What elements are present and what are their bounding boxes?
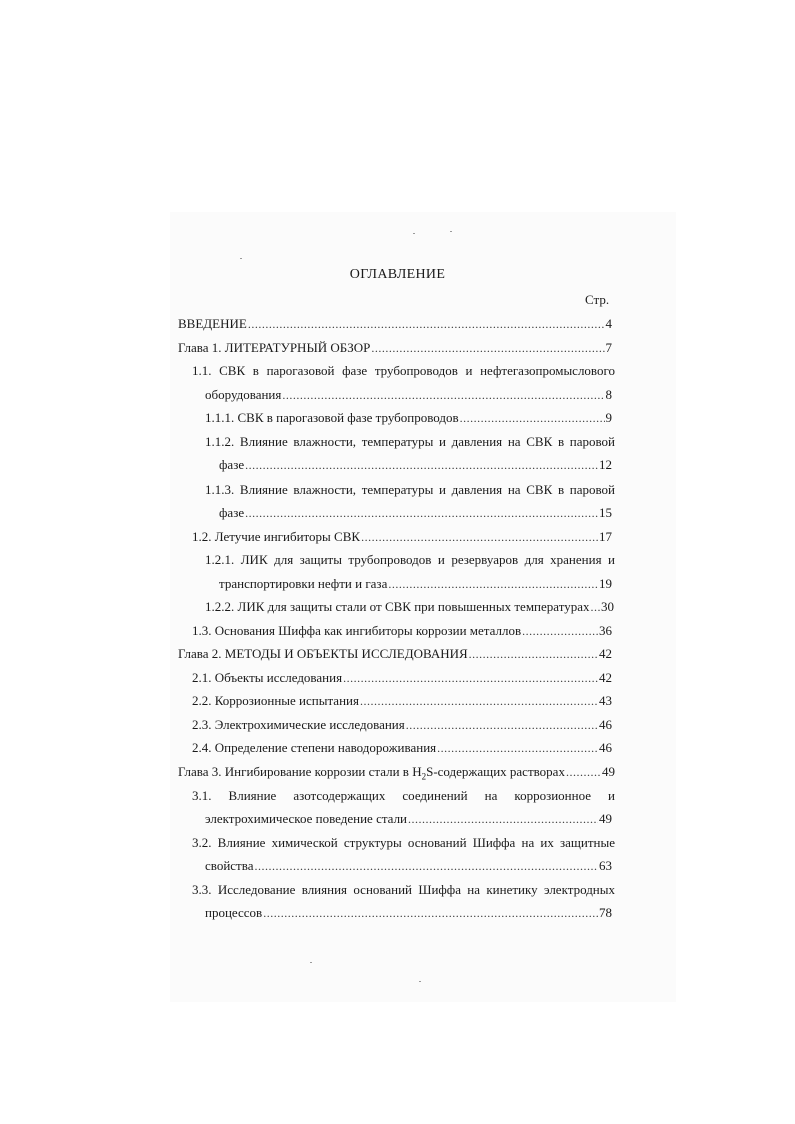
scan-speck bbox=[419, 981, 421, 982]
scan-speck bbox=[450, 231, 452, 232]
toc-entry-page: 15 bbox=[599, 505, 612, 520]
toc-entry-page: 63 bbox=[599, 858, 612, 873]
toc-entry[interactable] bbox=[205, 410, 612, 426]
toc-entry-title: ВВЕДЕНИЕ bbox=[178, 316, 247, 331]
toc-entry-title: фазе bbox=[219, 457, 245, 472]
subscript-2: 2 bbox=[421, 771, 427, 782]
toc-entry[interactable] bbox=[178, 340, 612, 356]
page-column-header: Стр. bbox=[585, 292, 610, 307]
toc-entry-title: Глава 2. МЕТОДЫ И ОБЪЕКТЫ ИССЛЕДОВАНИЯ bbox=[178, 646, 468, 661]
toc-entry-line1[interactable]: 3.1. Влияние азотсодержащих соединений на коррозионное и bbox=[192, 788, 615, 803]
leader-dots bbox=[566, 764, 601, 780]
leader-dots bbox=[360, 693, 598, 709]
toc-entry-page: 36 bbox=[599, 623, 612, 638]
toc-entry[interactable] bbox=[205, 905, 612, 921]
toc-entry-title: 1.2.2. ЛИК для защиты стали от СВК при повышенных температурах bbox=[205, 599, 590, 614]
leader-dots bbox=[388, 576, 598, 592]
toc-entry-page: 19 bbox=[599, 576, 612, 591]
scan-speck bbox=[413, 233, 415, 234]
toc-entry-title: свойства bbox=[205, 858, 254, 873]
toc-entry[interactable] bbox=[205, 599, 614, 615]
toc-entry[interactable] bbox=[192, 670, 612, 686]
toc-entry[interactable] bbox=[178, 764, 615, 785]
toc-entry-title: процессов bbox=[205, 905, 263, 920]
toc-entry-page: 42 bbox=[599, 646, 612, 661]
leader-dots bbox=[408, 811, 598, 827]
scan-speck bbox=[240, 258, 242, 259]
toc-entry-title: 1.2. Летучие ингибиторы СВК bbox=[192, 529, 361, 544]
toc-entry[interactable] bbox=[205, 811, 612, 827]
toc-entry-title: фазе bbox=[219, 505, 245, 520]
toc-entry[interactable] bbox=[192, 623, 612, 639]
toc-entry-title: 2.2. Коррозионные испытания bbox=[192, 693, 359, 708]
toc-title: ОГЛАВЛЕНИЕ bbox=[349, 267, 446, 282]
toc-entry[interactable] bbox=[192, 740, 612, 756]
toc-entry-line1[interactable]: 1.1.3. Влияние влажности, температуры и давления на СВК в паровой bbox=[205, 482, 615, 497]
leader-dots bbox=[460, 410, 605, 426]
toc-entry[interactable] bbox=[192, 529, 612, 545]
toc-entry[interactable] bbox=[205, 387, 612, 403]
toc-entry-title: Глава 3. Ингибирование коррозии стали в $H_2S$-содержащих растворах bbox=[178, 764, 565, 782]
leader-dots bbox=[437, 740, 598, 756]
toc-entry[interactable] bbox=[192, 693, 612, 709]
leader-dots bbox=[282, 387, 604, 403]
toc-entry-page: 42 bbox=[599, 670, 612, 685]
toc-entry-page: 17 bbox=[599, 529, 612, 544]
leader-dots bbox=[469, 646, 598, 662]
leader-dots bbox=[263, 905, 598, 921]
toc-entry[interactable] bbox=[219, 457, 612, 473]
toc-entry-page: 49 bbox=[602, 764, 615, 779]
leader-dots bbox=[248, 316, 605, 332]
toc-entry-title: транспортировки нефти и газа bbox=[219, 576, 388, 591]
toc-entry-page: 43 bbox=[599, 693, 612, 708]
toc-entry-title: 2.4. Определение степени наводороживания bbox=[192, 740, 437, 755]
toc-entry-page: 49 bbox=[599, 811, 612, 826]
toc-entry-page: 4 bbox=[605, 316, 612, 331]
toc-entry-line1[interactable]: 3.2. Влияние химической структуры оснований Шиффа на их защитные bbox=[192, 835, 615, 850]
leader-dots bbox=[245, 457, 598, 473]
leader-dots bbox=[343, 670, 598, 686]
leader-dots bbox=[254, 858, 598, 874]
toc-entry-page: 78 bbox=[599, 905, 612, 920]
leader-dots bbox=[361, 529, 598, 545]
toc-entry-line1[interactable]: 1.2.1. ЛИК для защиты трубопроводов и резервуаров для хранения и bbox=[205, 552, 615, 567]
toc-entry-page: 7 bbox=[605, 340, 612, 355]
leader-dots bbox=[406, 717, 598, 733]
toc-entry-title: Глава 1. ЛИТЕРАТУРНЫЙ ОБЗОР bbox=[178, 340, 371, 355]
leader-dots bbox=[591, 599, 601, 615]
toc-entry-page: 30 bbox=[601, 599, 614, 614]
toc-entry-title: 2.1. Объекты исследования bbox=[192, 670, 343, 685]
toc-entry-title: 1.3. Основания Шиффа как ингибиторы коррозии металлов bbox=[192, 623, 522, 638]
leader-dots bbox=[522, 623, 598, 639]
toc-entry[interactable] bbox=[205, 858, 612, 874]
toc-entry-page: 46 bbox=[599, 717, 612, 732]
leader-dots bbox=[371, 340, 604, 356]
leader-dots bbox=[245, 505, 598, 521]
toc-entry-title: оборудования bbox=[205, 387, 282, 402]
toc-entry[interactable] bbox=[178, 316, 612, 332]
toc-entry-page: 12 bbox=[599, 457, 612, 472]
toc-entry-page: 8 bbox=[605, 387, 612, 402]
scan-speck bbox=[310, 962, 312, 963]
toc-entry-line1[interactable]: 3.3. Исследование влияния оснований Шиффа на кинетику электродных bbox=[192, 882, 615, 897]
toc-entry[interactable] bbox=[192, 717, 612, 733]
toc-entry-page: 9 bbox=[605, 410, 612, 425]
toc-entry-title: электрохимическое поведение стали bbox=[205, 811, 408, 826]
toc-entry-title: 1.1.1. СВК в парогазовой фазе трубопроводов bbox=[205, 410, 459, 425]
toc-entry-line1[interactable]: 1.1. СВК в парогазовой фазе трубопроводов и нефтегазопромыслового bbox=[192, 363, 615, 378]
toc-entry-line1[interactable]: 1.1.2. Влияние влажности, температуры и давления на СВК в паровой bbox=[205, 434, 615, 449]
toc-entry[interactable] bbox=[178, 646, 612, 662]
toc-entry-title: 2.3. Электрохимические исследования bbox=[192, 717, 405, 732]
toc-entry[interactable] bbox=[219, 576, 612, 592]
toc-entry-page: 46 bbox=[599, 740, 612, 755]
toc-entry[interactable] bbox=[219, 505, 612, 521]
